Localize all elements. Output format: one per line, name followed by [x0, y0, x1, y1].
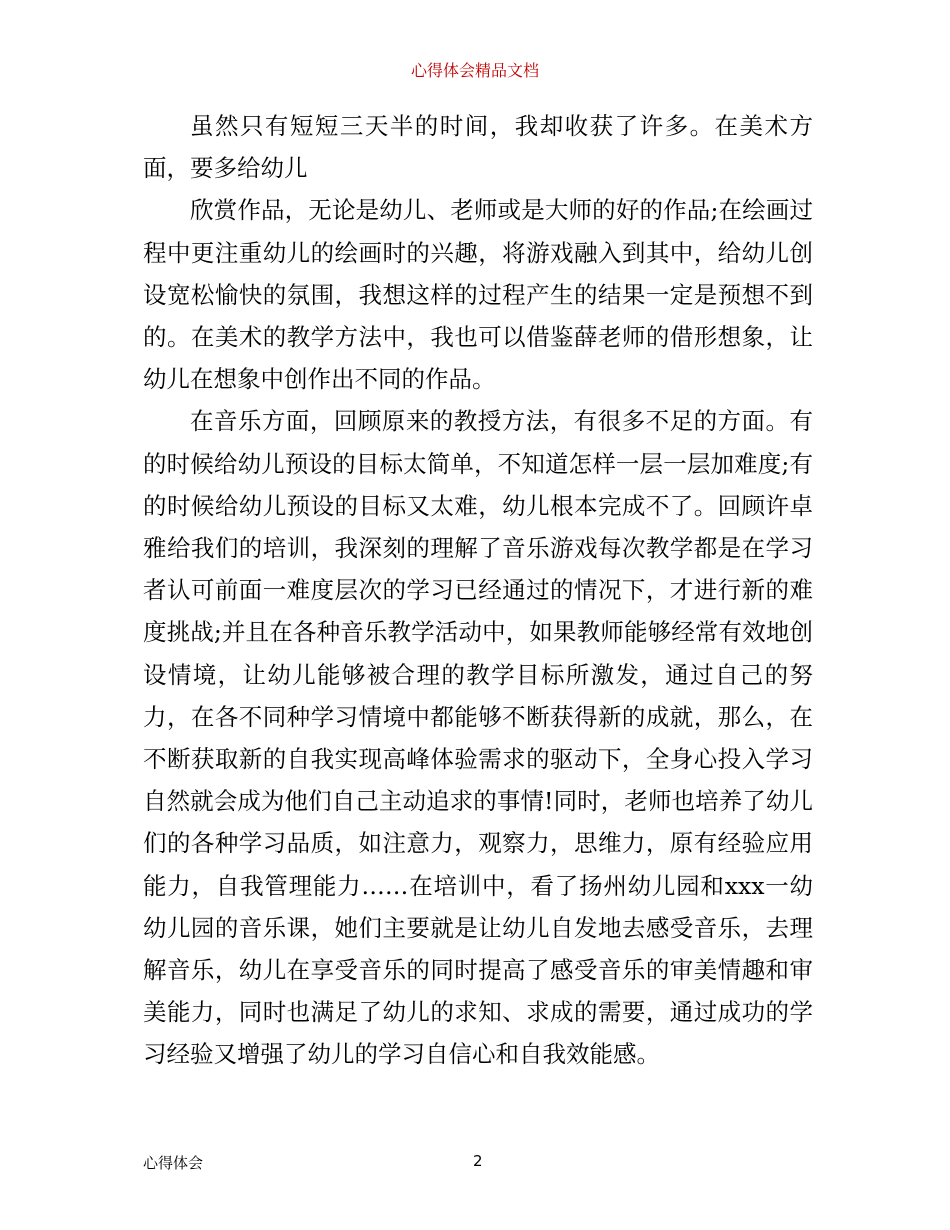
paragraph: 欣赏作品，无论是幼儿、老师或是大师的好的作品;在绘画过程中更注重幼儿的绘画时的兴趣，将游戏融入到其中，给幼儿创设宽松愉快的氛围，我想这样的过程产生的结果一定是预想不到的。在美术的教学方法中，我也可以借鉴薛老师的借形想象，让幼儿在想象中创作出不同的作品。: [143, 196, 813, 394]
page-number: 2: [473, 1152, 483, 1170]
paragraph: 在音乐方面，回顾原来的教授方法，有很多不足的方面。有的时候给幼儿预设的目标太简单，不知道怎样一层一层加难度;有的时候给幼儿预设的目标又太难，幼儿根本完成不了。回顾许卓雅给我们的培训，我深刻的理解了音乐游戏每次教学都是在学习者认可前面一难度层次的学习已经通过的情况下，才进行新的难度挑战;并且在各种音乐教学活动中，如果教师能够经常有效地创设情境，让幼儿能够被合理的教学目标所激发，通过自己的努力，在各不同种学习情境中都能够不断获得新的成就，那么，在不断获取新的自我实现高峰体验需求的驱动下，全身心投入学习自然就会成为他们自己主动追求的事情!同时，老师也培养了幼儿们的各种学习品质，如注意力，观察力，思维力，原有经验应用能力，自我管理能力……在培训中，看了扬州幼儿园和xxx一幼幼儿园的音乐课，她们主要就是让幼儿自发地去感受音乐，去理解音乐，幼儿在享受音乐的同时提高了感受音乐的审美情趣和审美能力，同时也满足了幼儿的求知、求成的需要，通过成功的学习经验又增强了幼儿的学习自信心和自我效能感。: [143, 407, 813, 1069]
paragraph: 虽然只有短短三天半的时间，我却收获了许多。在美术方面，要多给幼儿: [143, 112, 813, 183]
footer-label: 心得体会: [143, 1154, 204, 1172]
page-header-title: 心得体会精品文档: [410, 61, 539, 80]
document-body: [143, 105, 813, 1076]
